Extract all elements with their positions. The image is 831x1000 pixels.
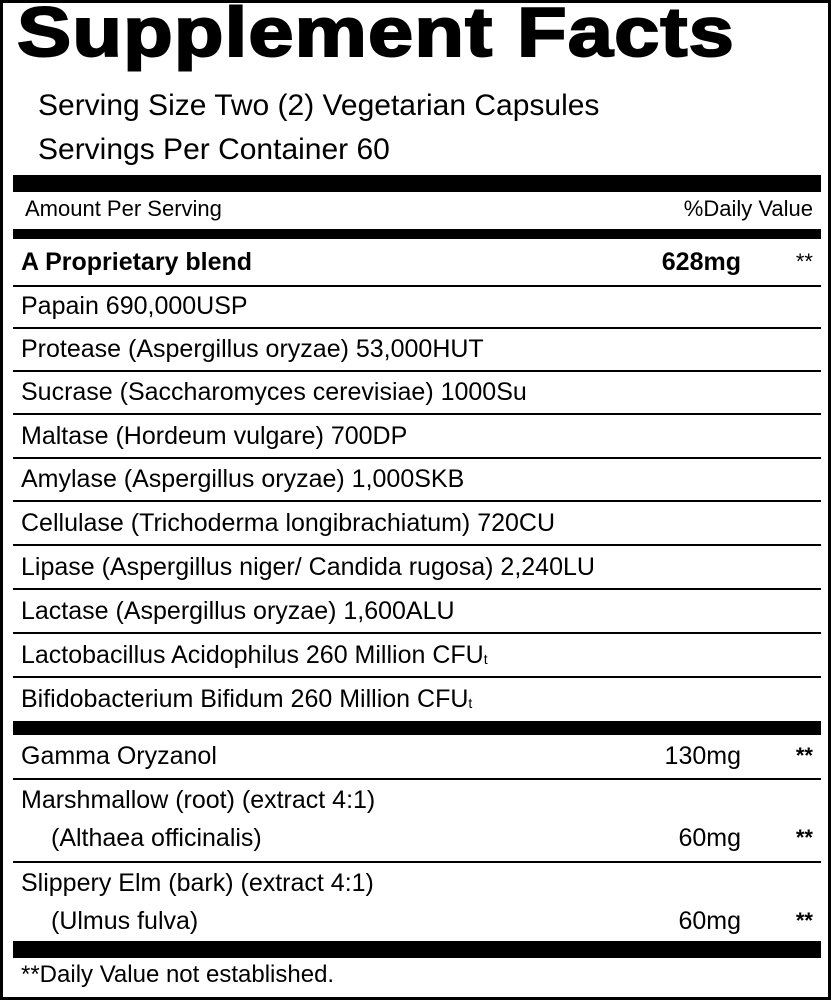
blend-dv: **: [795, 249, 813, 274]
footnote: **Daily Value not established.: [21, 961, 335, 988]
ingredient-name: Lactobacillus Acidophilus 260 Million CFU$^t$: [21, 641, 488, 669]
ingredient-row-elm-2: [13, 901, 821, 941]
row-divider: [13, 500, 821, 502]
ingredient-row: [13, 503, 821, 543]
ingredient-row-marshmallow-1: [13, 780, 821, 820]
ingredient-row-gamma: [13, 736, 821, 776]
row-divider: [13, 544, 821, 546]
ingredient-name: Slippery Elm (bark) (extract 4:1): [21, 869, 374, 897]
ingredient-dv: **: [795, 908, 813, 933]
ingredient-latin-name: (Althaea officinalis): [51, 824, 262, 852]
ingredient-name: Papain 690,000USP: [21, 292, 248, 320]
blend-amount: 628mg: [661, 248, 741, 276]
ingredient-row: [13, 286, 821, 326]
thick-divider-bottom: [13, 941, 821, 958]
thick-divider-middle: [13, 721, 821, 735]
ingredient-name: Bifidobacterium Bifidum 260 Million CFU$^t$: [21, 685, 473, 713]
thick-divider-top: [13, 175, 821, 192]
row-divider: [13, 588, 821, 590]
servings-per-container: Servings Per Container 60: [38, 133, 390, 166]
ingredient-row: [13, 547, 821, 587]
ingredient-row: [13, 416, 821, 456]
ingredient-row: [13, 635, 821, 675]
ingredient-name: Lactase (Aspergillus oryzae) 1,600ALU: [21, 597, 455, 625]
blend-row: [13, 242, 821, 282]
serving-size: Serving Size Two (2) Vegetarian Capsules: [38, 89, 600, 122]
footnote-mark: t: [483, 651, 488, 667]
ingredient-row-marshmallow-2: [13, 818, 821, 858]
column-header: [13, 193, 821, 225]
ingredient-name: Sucrase (Saccharomyces cerevisiae) 1000Su: [21, 378, 527, 406]
ingredient-name: Cellulase (Trichoderma longibrachiatum) 720CU: [21, 509, 556, 537]
ingredient-name: Protease (Aspergillus oryzae) 53,000HUT: [21, 335, 484, 363]
ingredient-name: Marshmallow (root) (extract 4:1): [21, 786, 376, 814]
ingredient-dv: **: [795, 825, 813, 850]
footnote-mark: t: [468, 695, 473, 711]
ingredient-name: Maltase (Hordeum vulgare) 700DP: [21, 422, 408, 450]
ingredient-row: [13, 329, 821, 369]
ingredient-row-elm-1: [13, 863, 821, 903]
row-divider: [13, 413, 821, 415]
ingredient-row: [13, 591, 821, 631]
ingredient-name: Amylase (Aspergillus oryzae) 1,000SKB: [21, 465, 465, 493]
row-divider: [13, 632, 821, 634]
ingredient-name: Gamma Oryzanol: [21, 742, 217, 770]
label-title: Supplement Facts: [17, 0, 735, 71]
ingredient-row: [13, 372, 821, 412]
medium-divider: [13, 229, 821, 239]
ingredient-row: [13, 679, 821, 719]
ingredient-row: [13, 459, 821, 499]
ingredient-name: Lipase (Aspergillus niger/ Candida rugosa) 2,240LU: [21, 553, 595, 581]
ingredient-amount: 60mg: [678, 824, 741, 852]
ingredient-amount: 130mg: [664, 742, 741, 770]
daily-value-label: %Daily Value: [683, 196, 813, 221]
ingredient-dv: **: [795, 743, 813, 768]
amount-per-serving-label: Amount Per Serving: [25, 196, 222, 221]
ingredient-amount: 60mg: [678, 907, 741, 935]
ingredient-latin-name: (Ulmus fulva): [51, 907, 199, 935]
row-divider: [13, 676, 821, 678]
blend-name: A Proprietary blend: [21, 248, 253, 276]
